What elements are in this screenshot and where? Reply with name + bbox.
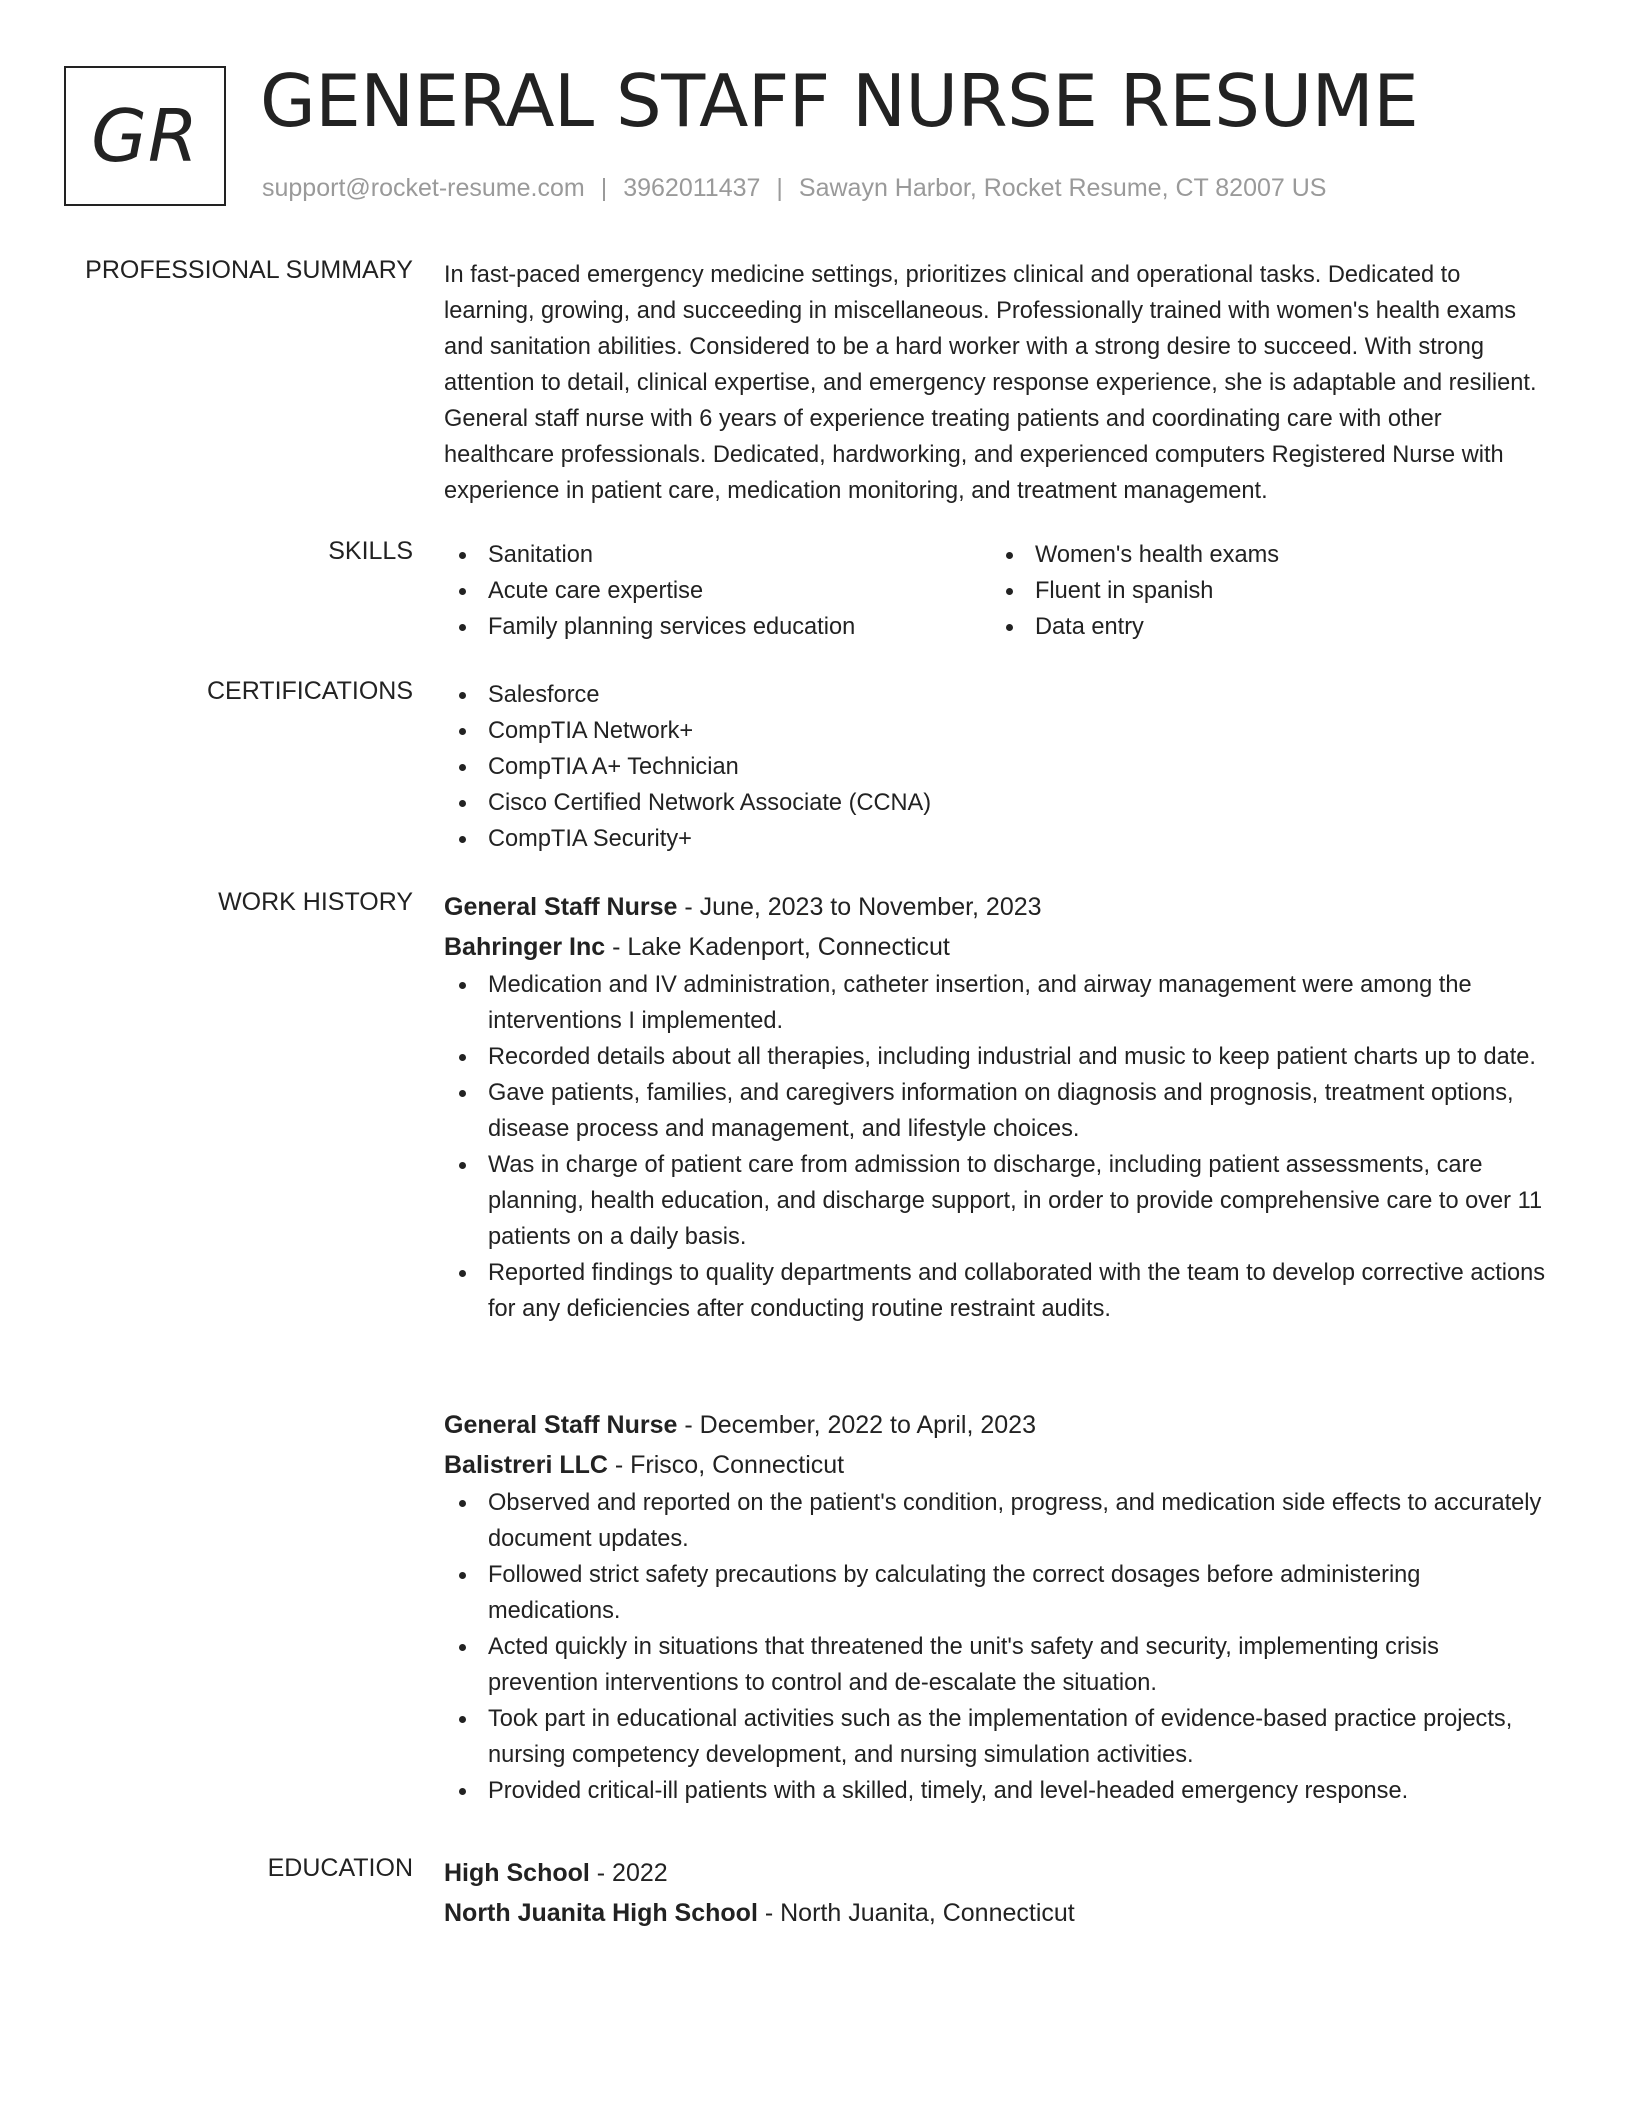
job-duty-item: Provided critical-ill patients with a skilled, timely, and level-headed emergency response.	[444, 1773, 1554, 1809]
certification-item: CompTIA A+ Technician	[444, 749, 1554, 785]
contact-separator: |	[600, 174, 608, 202]
monogram-initials: GR	[91, 94, 199, 178]
job-location: - Lake Kadenport, Connecticut	[605, 933, 950, 961]
skills-list-right	[991, 537, 1538, 645]
skill-item: Data entry	[991, 609, 1538, 645]
skill-item: Fluent in spanish	[991, 573, 1538, 609]
certification-item: CompTIA Network+	[444, 713, 1554, 749]
skills-list-left	[444, 537, 991, 645]
job-duty-item: Medication and IV administration, catheter insertion, and airway management were among the interventions I implemented.	[444, 967, 1554, 1039]
section-label-summary: PROFESSIONAL SUMMARY	[85, 256, 413, 284]
education-school-line	[444, 1893, 1554, 1933]
skills-body	[444, 537, 1554, 645]
job-company-line	[444, 1445, 1554, 1485]
job-title: General Staff Nurse	[444, 893, 678, 921]
resume-title: GENERAL STAFF NURSE RESUME	[260, 59, 1419, 143]
job-duty-item: Took part in educational activities such as the implementation of evidence-based practice projects, nursing competency development, and nursing simulation activities.	[444, 1701, 1554, 1773]
education-year: - 2022	[589, 1859, 668, 1887]
job-entry	[444, 1405, 1554, 1809]
job-dates: - December, 2022 to April, 2023	[677, 1411, 1036, 1439]
summary-body	[444, 257, 1554, 509]
contact-line	[262, 174, 1326, 203]
job-duty-item: Observed and reported on the patient's condition, progress, and medication side effects to accurately document updates.	[444, 1485, 1554, 1557]
job-company: Balistreri LLC	[444, 1451, 608, 1479]
job-duties-list	[444, 967, 1554, 1327]
job-duty-item: Was in charge of patient care from admission to discharge, including patient assessments, care planning, health education, and discharge support, in order to provide comprehensive care to over 11 patients on a daily basis.	[444, 1147, 1554, 1255]
job-title: General Staff Nurse	[444, 1411, 678, 1439]
skill-item: Family planning services education	[444, 609, 991, 645]
education-entry	[444, 1853, 1554, 1933]
job-duty-item: Acted quickly in situations that threatened the unit's safety and security, implementing crisis prevention interventions to control and de-escalate the situation.	[444, 1629, 1554, 1701]
job-location: - Frisco, Connecticut	[607, 1451, 845, 1479]
skill-item: Women's health exams	[991, 537, 1538, 573]
contact-address: Sawayn Harbor, Rocket Resume, CT 82007 US	[798, 174, 1327, 202]
contact-separator: |	[776, 174, 783, 202]
skill-item: Acute care expertise	[444, 573, 991, 609]
job-entry	[444, 887, 1554, 1327]
section-label-education: EDUCATION	[267, 1854, 413, 1882]
job-company-line	[444, 927, 1554, 967]
certifications-body	[444, 677, 1554, 857]
certifications-list	[444, 677, 1554, 857]
education-location: - North Juanita, Connecticut	[757, 1899, 1075, 1927]
certification-item: CompTIA Security+	[444, 821, 1554, 857]
summary-text: In fast-paced emergency medicine settings, prioritizes clinical and operational tasks. Dedicated to learning, growing, and succeeding in miscellaneous. Professionally trained with women's health exams and sanitation abilities. Considered to be a hard worker with a strong desire to succeed. With strong attention to detail, clinical expertise, and emergency response experience, she is adaptable and resilient. General staff nurse with 6 years of experience treating patients and coordinating care with other healthcare professionals. Dedicated, hardworking, and experienced computers Registered Nurse with experience in patient care, medication monitoring, and treatment management.	[444, 262, 1537, 504]
contact-email: support@rocket-resume.com	[262, 174, 585, 202]
skills-grid	[444, 537, 1554, 645]
job-duty-item: Reported findings to quality departments and collaborated with the team to develop corrective actions for any deficiencies after conducting routine restraint audits.	[444, 1255, 1554, 1327]
education-degree: High School	[444, 1859, 590, 1887]
job-title-line	[444, 1405, 1554, 1445]
contact-phone: 3962011437	[623, 174, 761, 202]
education-degree-line	[444, 1853, 1554, 1893]
education-school: North Juanita High School	[444, 1899, 758, 1927]
job-dates: - June, 2023 to November, 2023	[677, 893, 1042, 921]
certification-item: Salesforce	[444, 677, 1554, 713]
certification-item: Cisco Certified Network Associate (CCNA)	[444, 785, 1554, 821]
job-duty-item: Recorded details about all therapies, including industrial and music to keep patient charts up to date.	[444, 1039, 1554, 1075]
job-duty-item: Gave patients, families, and caregivers information on diagnosis and prognosis, treatment options, disease process and management, and lifestyle choices.	[444, 1075, 1554, 1147]
section-label-work-history: WORK HISTORY	[218, 888, 413, 916]
job-duty-item: Followed strict safety precautions by calculating the correct dosages before administering medications.	[444, 1557, 1554, 1629]
monogram-box	[64, 66, 226, 206]
job-company: Bahringer Inc	[444, 933, 606, 961]
job-title-line	[444, 887, 1554, 927]
section-label-skills: SKILLS	[328, 537, 413, 565]
skill-item: Sanitation	[444, 537, 991, 573]
job-duties-list	[444, 1485, 1554, 1809]
section-label-certifications: CERTIFICATIONS	[206, 677, 413, 705]
